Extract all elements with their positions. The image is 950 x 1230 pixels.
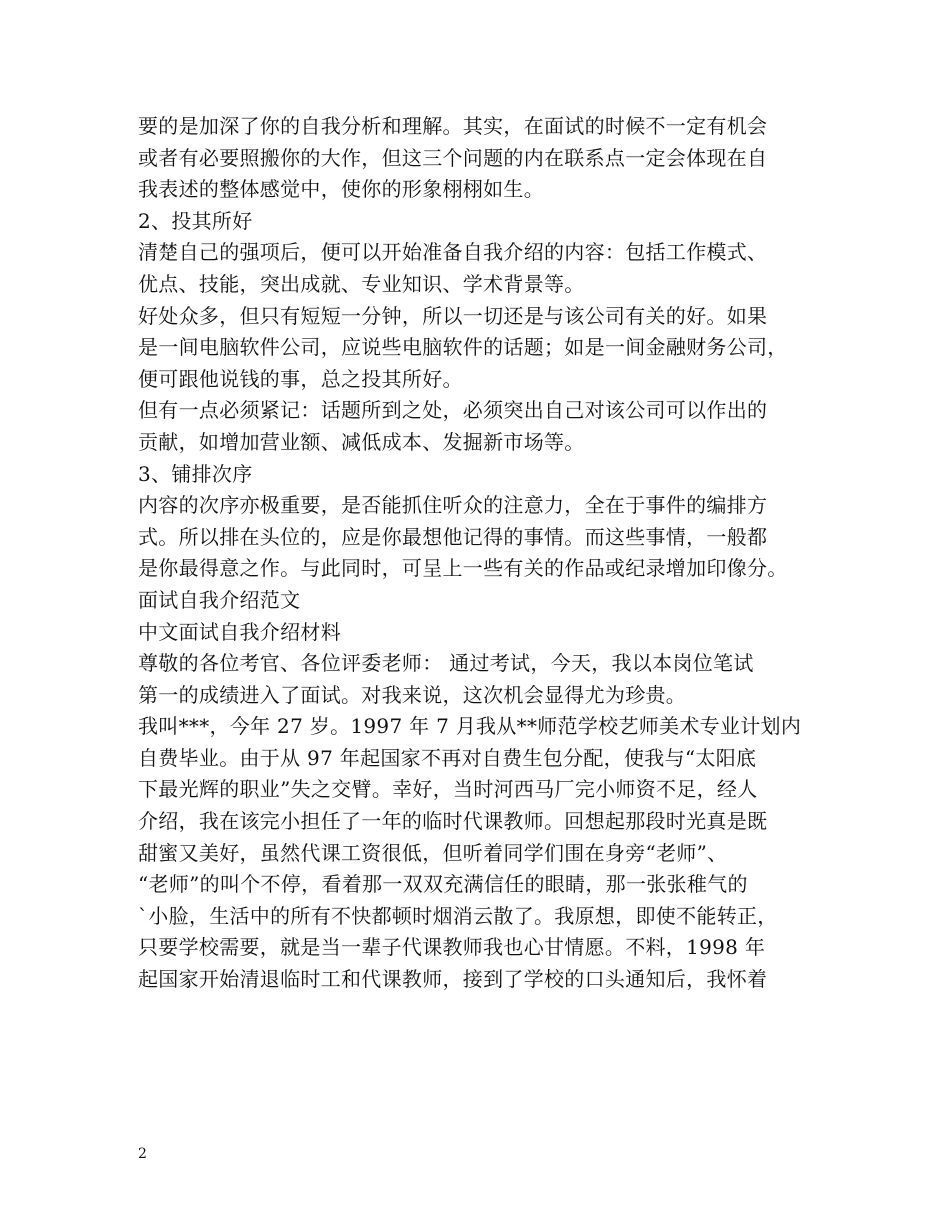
text-line: 甜蜜又美好，虽然代课工资很低，但听着同学们围在身旁“老师”、 [138,840,728,865]
text-line: 是你最得意之作。与此同时，可呈上一些有关的作品或纪录增加印像分。 [138,556,788,581]
page-number: 2 [138,1146,147,1162]
text-line: 要的是加深了你的自我分析和理解。其实，在面试的时候不一定有机会 [138,114,768,138]
text-line: 但有一点必须紧记：话题所到之处，必须突出自己对该公司可以作出的 [138,398,768,423]
text-line: 我叫***，今年 27 岁。1997 年 7 月我从**师范学校艺师美术专业计划内 [138,714,802,739]
text-line: 下最光辉的职业”失之交臂。幸好，当时河西马厂完小师资不足，经人 [138,777,758,802]
text-line: 内容的次序亦极重要，是否能抓住听众的注意力，全在于事件的编排方 [138,493,768,518]
text-line: 便可跟他说钱的事，总之投其所好。 [138,366,463,391]
text-line: 我表述的整体感觉中，使你的形象栩栩如生。 [138,177,544,202]
text-line: `小脸，生活中的所有不快都顿时烟消云散了。我原想，即使不能转正， [138,903,778,928]
text-line: 第一的成绩进入了面试。对我来说，这次机会显得尤为珍贵。 [138,682,687,707]
document-body [138,111,828,996]
text-line: 式。所以排在头位的，应是你最想他记得的事情。而这些事情，一般都 [138,524,768,549]
text-line: 贡献，如增加营业额、减低成本、发掘新市场等。 [138,429,585,454]
section-heading: 面试自我介绍范文 [138,587,301,612]
text-line: 只要学校需要，就是当一辈子代课教师我也心甘情愿。不料，1998 年 [138,935,766,960]
text-line: 清楚自己的强项后，便可以开始准备自我介绍的内容：包括工作模式、 [138,240,768,265]
text-line: 自费毕业。由于从 97 年起国家不再对自费生包分配，使我与“太阳底 [138,745,757,770]
text-line: 起国家开始清退临时工和代课教师，接到了学校的口头通知后，我怀着 [138,967,768,992]
text-line: 好处众多，但只有短短一分钟，所以一切还是与该公司有关的好。如果 [138,303,768,328]
text-line: 是一间电脑软件公司，应说些电脑软件的话题；如是一间金融财务公司， [138,335,788,360]
text-line: 优点、技能，突出成就、专业知识、学术背景等。 [138,271,585,296]
section-heading: 3、铺排次序 [138,461,253,486]
section-heading: 2、投其所好 [138,208,253,233]
text-line: “老师”的叫个不停，看着那一双双充满信任的眼睛，那一张张稚气的 [138,872,748,897]
section-heading: 中文面试自我介绍材料 [138,619,341,644]
text-line: 尊敬的各位考官、各位评委老师： 通过考试，今天，我以本岗位笔试 [138,651,754,676]
text-line: 或者有必要照搬你的大作，但这三个问题的内在联系点一定会体现在自 [138,145,768,170]
text-line: 介绍，我在该完小担任了一年的临时代课教师。回想起那段时光真是既 [138,809,768,834]
